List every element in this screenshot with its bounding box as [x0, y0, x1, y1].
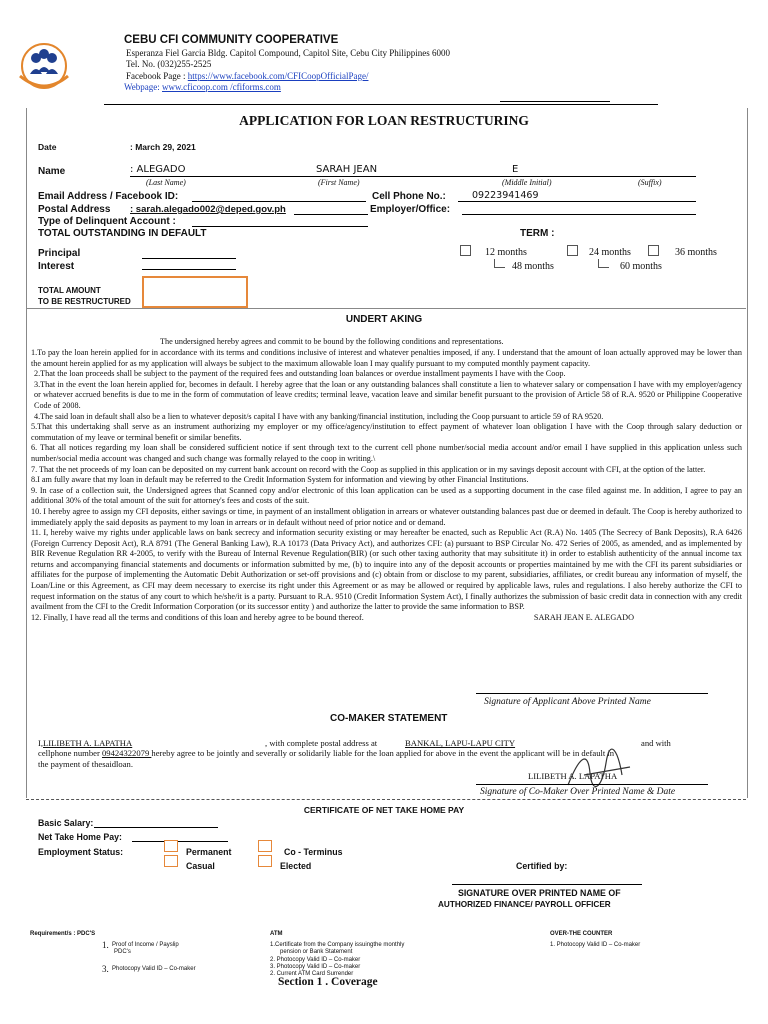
comaker-suffix: and with — [641, 738, 671, 748]
header-divider — [104, 104, 658, 105]
header-divider-accent — [500, 101, 610, 102]
webpage-label: Webpage: — [124, 82, 163, 92]
undertaking-item: 4.The said loan in default shall also be a lien to whatever deposit/s capital I have with any banking/financial institution, including the Coop pursuant to article 59 of RA 9520. — [34, 411, 604, 421]
cell-label: Cell Phone No.: — [372, 191, 446, 202]
term-24-label: 24 months — [589, 247, 631, 258]
undertaking-item: 3.That in the event the loan herein applied for, becomes in default. I hereby agree that the loan or any outstanding balances shall constitute a lien to whatever salary or compensation I have with my employer/agency or whatever accrued benefits is due to me in the form of commutation of leave credits; terminal leave, vacation leave and similar benefit pursuant to the provision of Article 58 of R.A. 9520 or Philippine Cooperative Code of 2008. — [34, 379, 742, 410]
postal-label: Postal Address — [38, 204, 111, 215]
term-60-label: 60 months — [620, 261, 662, 272]
comaker-phone[interactable]: 09424322079 — [101, 748, 152, 759]
comaker-line-3: the payment of thesaidloan. — [38, 758, 133, 769]
total-amount-label-1: TOTAL AMOUNT — [38, 286, 101, 295]
term-60-checkbox[interactable] — [598, 259, 609, 268]
officer-signature-label: SIGNATURE OVER PRINTED NAME OF — [458, 888, 621, 898]
casual-checkbox[interactable] — [164, 855, 178, 867]
undertaking-item: 8.I am fully aware that my loan in default may be referred to the Credit Information System for information and viewing by other Financial Institutions. — [31, 475, 529, 485]
undertaking-item: 5.That this undertaking shall serve as an instrument authorizing my employer or my office/agency/institution to effect payment of whatever loan obligation I have with the Coop through salary deduction or commutation of my leave or terminal benefit or similar benefits. — [31, 422, 742, 442]
permanent-label: Permanent — [186, 847, 232, 857]
first-name-caption: (First Name) — [318, 178, 360, 187]
email-label: Email Address / Facebook ID: — [38, 191, 179, 202]
coop-logo-icon — [12, 36, 76, 100]
org-name: CEBU CFI COMMUNITY COOPERATIVE — [124, 34, 339, 46]
org-facebook — [126, 71, 368, 81]
officer-signature-line — [452, 884, 642, 885]
net-pay-line — [132, 841, 228, 842]
basic-salary-line — [94, 827, 218, 828]
comaker-signature-caption: Signature of Co-Maker Over Printed Name & Date — [480, 787, 676, 797]
org-address: Esperanza Fiel Garcia Bldg. Capitol Compound, Capitol Site, Cebu City Philippines 6000 — [126, 48, 450, 58]
atm-heading: ATM — [270, 931, 283, 937]
atm-item-5: 2. Current ATM Card Surrender — [270, 971, 354, 977]
facebook-label: Facebook Page : — [126, 71, 188, 81]
atm-item-2: 2. Photocopy Valid ID – Co-maker — [270, 957, 361, 963]
employment-status-label: Employment Status: — [38, 847, 124, 857]
principal-label: Principal — [38, 248, 81, 259]
pdc-heading: Requirement/s : PDC'S — [30, 931, 96, 937]
undertaking-heading: UNDERT AKING — [345, 314, 423, 325]
net-pay-label: Net Take Home Pay: — [38, 832, 122, 842]
interest-line — [142, 269, 236, 270]
undertaking-item — [31, 613, 742, 624]
comaker-phone-prefix: cellphone number — [38, 748, 102, 759]
date-label: Date — [38, 142, 57, 152]
basic-salary-label: Basic Salary: — [38, 818, 94, 828]
comaker-name[interactable]: LILIBETH A. LAPATHA — [43, 738, 133, 748]
section-heading: Section 1 . Coverage — [278, 976, 378, 988]
comaker-line-2-text: hereby agree to be jointly and severally or solidarily liable for the loan applied for above in the event the applicant will be in default in — [151, 748, 615, 759]
logo — [12, 36, 76, 100]
pdc-item-2: PDC's — [114, 949, 131, 955]
total-amount-label-2: TO BE RESTRUCTURED — [38, 297, 131, 306]
applicant-signature-line — [476, 693, 708, 694]
email-line — [192, 201, 366, 202]
comaker-signature-line — [476, 784, 708, 785]
last-name-value[interactable]: : ALEGADO — [130, 164, 186, 175]
cell-line — [458, 201, 696, 202]
undertaking-items — [31, 348, 742, 623]
certificate-heading: CERTIFICATE OF NET TAKE HOME PAY — [303, 805, 465, 815]
interest-label: Interest — [38, 261, 75, 272]
term-48-checkbox[interactable] — [494, 259, 505, 268]
certified-by-label: Certified by: — [516, 861, 568, 871]
undertaking-final-item: 12. Finally, I have read all the terms and conditions of this loan and hereby agree to be bound thereof. — [31, 612, 364, 622]
applicant-printed-name: SARAH JEAN E. ALEGADO — [533, 612, 634, 622]
elected-checkbox[interactable] — [258, 855, 272, 867]
undertaking-item: 2.That the loan proceeds shall be subject to the payment of the required fees and outstanding loan balances or overdue installment payments I have with the Coop. — [34, 369, 566, 379]
comaker-heading: CO-MAKER STATEMENT — [330, 713, 448, 724]
undertaking-item: 11. I, hereby waive my rights under applicable laws on bank secrecy and information security existing or may hereafter be enacted, such as Republic Act (R.A) No. 1405 (The Secrecy of Bank Deposits), R.A 6426 (Foreign Currency Deposit Act), R.A 8791 (The General Banking Law), R.A 10173 (Data Privacy Act), and authorizes CFI: (a) pursuant to BSP Circular No. 472 Series of 2005, as amended, and as implemented by BIR Revenue Regulation RR 4-2005, to verify with the Bureau of Internal Revenue Regulation(BIR) (or such other taxing authority that may subsititute it) in order to establish authenticity of the annual income tax returns and accompanying financial statements and documents or information submitted by me, (b) to inquire into any of the deposit accounts or properties maintained by me with the CFI its parent subsidiaries or affiliates for the purpose of implementing the Automatic Debit Authorization or set-off provisions and (c) obtain from or disclose to my parent, subsidiaries, affiliates, or credit bureau any information of myself, the Loan/Line or this Agreement, as CFI may deem necessary to exercise its right under this Agreement or as may be allowed or required by applicable laws, rules and regulations. I also hereby authorize the CFI to request information on the status of any court to which he/she/it is a party. Pursuant to R.A. 9510 (Credit Information System Act), I finally authorizes the submission of basic credit data in connection with any credit availment from the CFI to the Credit Information Corporation (or its successor entity ) and authorize the latter to provide the same information to BSP. — [31, 528, 742, 612]
postal-value[interactable]: : sarah.alegado002@deped.gov.ph — [130, 204, 286, 215]
term-label: TERM : — [520, 228, 555, 239]
name-label: Name — [38, 166, 66, 177]
coterminus-checkbox[interactable] — [258, 840, 272, 852]
suffix-caption: (Suffix) — [638, 178, 662, 187]
atm-item-1: 1.Certificate from the Company issuingthe monthly — [270, 942, 405, 948]
comaker-address[interactable]: BANKAL, LAPU-LAPU CITY — [405, 738, 516, 748]
delinquent-label: Type of Delinquent Account : — [38, 216, 176, 227]
undertaking-item: 6. That all notices regarding my loan shall be considered sufficient notice if sent through text to the current cell phone number/social media account and/or email I have supplied in this application unless such number/social media account was changed and such change was formally relayed to the coop in writing.\ — [31, 443, 742, 463]
certificate-divider — [26, 799, 746, 800]
pdc-item-3: Photocopy Valid ID – Co-maker — [112, 966, 196, 972]
atm-item-1-cont: pension or Bank Statement — [280, 949, 353, 955]
principal-line — [142, 258, 236, 259]
applicant-signature-caption: Signature of Applicant Above Printed Name — [484, 697, 651, 707]
postal-line — [294, 214, 368, 215]
term-48-label: 48 months — [512, 261, 554, 272]
webpage-link[interactable]: www.cficoop.com /cfiforms.com — [162, 82, 281, 92]
total-amount-field[interactable] — [142, 276, 248, 308]
comaker-signed-name: LILIBETH A. LAPATHA — [528, 771, 618, 781]
facebook-link[interactable]: https://www.facebook.com/CFICoopOfficialPage/ — [187, 71, 369, 81]
org-tel: Tel. No. (032)255-2525 — [126, 59, 212, 69]
term-24-checkbox[interactable] — [567, 245, 578, 256]
officer-title-label: AUTHORIZED FINANCE/ PAYROLL OFFICER — [438, 900, 611, 909]
last-name-caption: (Last Name) — [146, 178, 186, 187]
term-12-checkbox[interactable] — [460, 245, 471, 256]
otc-item-1: 1. Photocopy Valid ID – Co-maker — [550, 942, 641, 948]
comaker-prefix: I, — [38, 738, 44, 748]
name-line — [130, 176, 696, 177]
middle-initial-caption: (Middle Initial) — [502, 178, 552, 187]
pdc-number-3: 3. — [102, 964, 109, 974]
elected-label: Elected — [280, 861, 312, 871]
total-default-label: TOTAL OUTSTANDING IN DEFAULT — [38, 228, 207, 239]
undertaking-intro: The undersigned hereby agrees and commit to be bound by the following conditions and representations. — [160, 337, 504, 346]
term-36-checkbox[interactable] — [648, 245, 659, 256]
org-webpage — [124, 82, 281, 92]
otc-heading: OVER-THE COUNTER — [550, 931, 613, 937]
pdc-number-1: 1. — [102, 940, 109, 950]
undertaking-item: 7. That the net proceeds of my loan can be deposited on my current bank account on record with the Coop as supplied in this application or in my savings deposit account with CFI, at the option of the latter. — [31, 464, 706, 474]
employer-label: Employer/Office: — [370, 204, 451, 215]
term-12-label: 12 months — [485, 247, 527, 258]
permanent-checkbox[interactable] — [164, 840, 178, 852]
employer-line — [462, 214, 696, 215]
undertaking-item: 9. In case of a collection suit, the Undersigned agrees that Scanned copy and/or electronic of this loan application can be used as a supporting document in the case filed against me. In addition, I agree to pay an additional 30% of the total amount of the suit for attorney's fees and costs of the suit. — [31, 485, 742, 506]
page-title: APPLICATION FOR LOAN RESTRUCTURING — [239, 113, 529, 128]
date-value: : March 29, 2021 — [130, 142, 196, 152]
coterminus-label: Co - Terminus — [284, 847, 343, 857]
atm-item-3: 3. Photocopy Valid ID – Co-maker — [270, 964, 361, 970]
section-divider — [26, 308, 746, 309]
middle-initial-value[interactable]: E — [512, 164, 519, 175]
delinquent-line — [192, 226, 368, 227]
casual-label: Casual — [186, 861, 215, 871]
pdc-item-1: Proof of Income / Payslip — [112, 942, 179, 948]
cell-value[interactable]: 09223941469 — [472, 190, 539, 201]
comaker-mid: , with complete postal address at — [265, 738, 378, 748]
term-36-label: 36 months — [675, 247, 717, 258]
undertaking-item: 1.To pay the loan herein applied for in accordance with its terms and conditions inclusive of interest and whatever penalties imposed, if any. I understand that the amount of loan actually approved may be lower than the amount herein applied for as my application will always be subject to the maximum allowable loan I may qualify pursuant to my computed monthly payment capacity. — [31, 348, 742, 368]
undertaking-item: 10. I hereby agree to assign my CFI deposits, either savings or time, in payment of an installment obligation in arrears or whatever outstanding balances past due or deemed in default. The Coop is hereby authorized to immediately apply the said deposits as payment to my loan in arrears or in default without need of prior notice and or demand. — [31, 506, 742, 527]
first-name-value[interactable]: SARAH JEAN — [316, 164, 378, 175]
